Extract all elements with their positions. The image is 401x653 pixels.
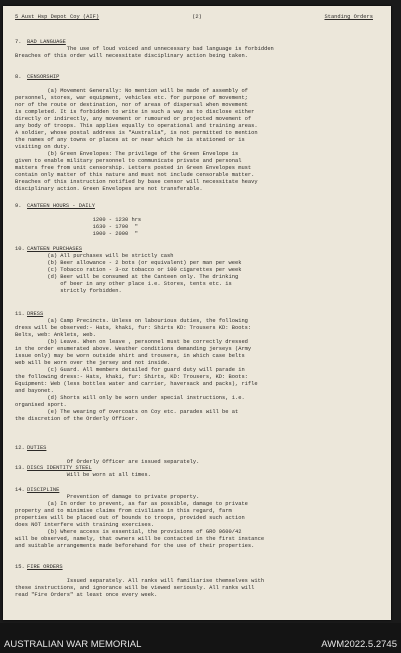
section-line: Issued separately. All ranks will familiarise themselves with bbox=[15, 578, 265, 584]
section-line: the names of any towns or places at or near which he is stationed or is bbox=[15, 137, 245, 143]
section-line: the following dress:- Hats, khaki, fur: Shirts, KD: Trousers, KD: Boots: bbox=[15, 374, 248, 380]
section-number: 7. bbox=[15, 39, 22, 45]
section-number: 8. bbox=[15, 74, 22, 80]
header-unit: 5 Aust Hsp Depot Coy (AIF) bbox=[15, 14, 100, 20]
section-line: issue only) may be worn outside shirt and trousers, in which case belts bbox=[15, 353, 245, 359]
section-line: strictly forbidden. bbox=[15, 288, 122, 294]
header-page-number: (2) bbox=[192, 14, 202, 20]
section-line: 1630 - 1700 " bbox=[15, 224, 138, 230]
document-page bbox=[3, 6, 391, 620]
footer-institution: AUSTRALIAN WAR MEMORIAL bbox=[4, 639, 142, 650]
section-line: Belts, web: Anklets, web. bbox=[15, 332, 96, 338]
section-line: A soldier, whose postal address is "Australia", is not permitted to mention bbox=[15, 130, 258, 136]
section-line: is completed. It is forbidden to write in such a way as to disclose either bbox=[15, 109, 255, 115]
section-line: (b) Green Envelopes: The privilege of the Green Envelope is bbox=[15, 151, 239, 157]
section-line: (a) In order to prevent, as far as possible, damage to private bbox=[15, 501, 248, 507]
section-line: Breaches of this instruction notified by base censor will necessitate heavy bbox=[15, 179, 258, 185]
section-line: (a) Movement Generally: No mention will be made of assembly of bbox=[15, 88, 248, 94]
section-heading: DISCIPLINE bbox=[27, 487, 60, 493]
header-title: Standing Orders bbox=[324, 14, 373, 20]
section-line: property and to minimise claims from civilians in this regard, farm bbox=[15, 508, 232, 514]
section-line: does NOT interfere with training exercises. bbox=[15, 522, 155, 528]
section-line: any body of troops. This applies equally to operational and training areas. bbox=[15, 123, 258, 129]
section-line: 1200 - 1230 hrs bbox=[15, 217, 142, 223]
section-number: 9. bbox=[15, 203, 22, 209]
section-line: matters free from unit censorship. Letters posted in Green Envelopes must bbox=[15, 165, 252, 171]
section-line: will be observed, namely, that owners will be contacted in the first instance bbox=[15, 536, 265, 542]
section-line: (e) The wearing of overcoats on Coy etc. parades will be at bbox=[15, 409, 239, 415]
section-line: visiting on duty. bbox=[15, 144, 70, 150]
section-heading: DUTIES bbox=[27, 445, 47, 451]
section-line: organised sport. bbox=[15, 402, 67, 408]
section-number: 14. bbox=[15, 487, 25, 493]
section-line: (c) Tobacco ration - 3-oz tobacco or 100 cigarettes per week bbox=[15, 267, 242, 273]
section-line: in the order enumerated above. Weather conditions demanding jerseys (Army bbox=[15, 346, 252, 352]
section-line: web will be worn over the jersey and not inside. bbox=[15, 360, 171, 366]
section-line: (a) All purchases will be strictly cash bbox=[15, 253, 174, 259]
section-line: the discretion of the Orderly Officer. bbox=[15, 416, 138, 422]
section-line: (b) Where access is essential, the provisions of GRO 0600/42 bbox=[15, 529, 242, 535]
section-line: given to enable military personnel to communicate private and personal bbox=[15, 158, 242, 164]
section-line: (d) Shorts will only be worn under special instructions, i.e. bbox=[15, 395, 245, 401]
section-line: properties will be placed out of bounds to troops, provided such action bbox=[15, 515, 245, 521]
section-line: nor of the route or destination, nor of areas of dispersal when movement bbox=[15, 102, 248, 108]
section-line: dress will be observed:- Hats, khaki, fur: Shirts KD: Trousers KD: Boots: bbox=[15, 325, 252, 331]
section-heading: BAD LANGUAGE bbox=[27, 39, 66, 45]
section-line: (c) Guard. All members detailed for guard duty will parade in bbox=[15, 367, 245, 373]
section-line: Will be worn at all times. bbox=[15, 472, 151, 478]
section-number: 12. bbox=[15, 445, 25, 451]
section-number: 11. bbox=[15, 311, 25, 317]
section-line: and bayonet. bbox=[15, 388, 54, 394]
section-line: Prevention of damage to private property. bbox=[15, 494, 200, 500]
section-line: 1900 - 2000 " bbox=[15, 231, 138, 237]
section-line: these instructions, and ignorance will be viewed seriously. All ranks will bbox=[15, 585, 255, 591]
section-line: Of Orderly Officer are issued separately. bbox=[15, 459, 200, 465]
section-heading: FIRE ORDERS bbox=[27, 564, 63, 570]
section-line: (b) Beer allowance - 2 bots (or equivalent) per man per week bbox=[15, 260, 242, 266]
page-header bbox=[15, 14, 379, 22]
section-line: (d) Beer will be consumed at the Canteen only. The drinking bbox=[15, 274, 239, 280]
section-line: personnel, stores, war equipment, vehicles etc. for purpose of movement; bbox=[15, 95, 248, 101]
section-heading: CANTEEN PURCHASES bbox=[27, 246, 82, 252]
section-line: of beer in any other place i.e. Stores, tents etc. is bbox=[15, 281, 232, 287]
section-line: (a) Camp Precincts. Unless on labourious duties, the following bbox=[15, 318, 248, 324]
footer-accession-number: AWM2022.5.2745 bbox=[321, 639, 397, 650]
section-line: disciplinary action. Green Envelopes are not transferable. bbox=[15, 186, 203, 192]
section-heading: CANTEEN HOURS - DAILY bbox=[27, 203, 95, 209]
section-line: directly or indirectly, any movement or rumoured or projected movement of bbox=[15, 116, 252, 122]
section-line: (b) Leave. When on leave , personnel must be correctly dressed bbox=[15, 339, 248, 345]
section-line: Equipment: Web (less bottles water and carrier, haversack and packs), rifle bbox=[15, 381, 258, 387]
section-heading: DISCS IDENTITY STEEL bbox=[27, 465, 92, 471]
section-line: Breaches of this order will necessitate disciplinary action being taken. bbox=[15, 53, 248, 59]
section-line: and suitable arrangements made beforehand for the use of their properties. bbox=[15, 543, 255, 549]
section-heading: CENSORSHIP bbox=[27, 74, 60, 80]
section-number: 15. bbox=[15, 564, 25, 570]
section-heading: DRESS bbox=[27, 311, 44, 317]
section-number: 10. bbox=[15, 246, 25, 252]
section-number: 13. bbox=[15, 465, 25, 471]
section-line: read "Fire Orders" at least once every week. bbox=[15, 592, 158, 598]
archive-footer bbox=[0, 623, 401, 653]
section-line: contain only matter of this nature and must not include censorable matter. bbox=[15, 172, 255, 178]
section-line: The use of loud voiced and unnecessary bad language is forbidden bbox=[15, 46, 274, 52]
